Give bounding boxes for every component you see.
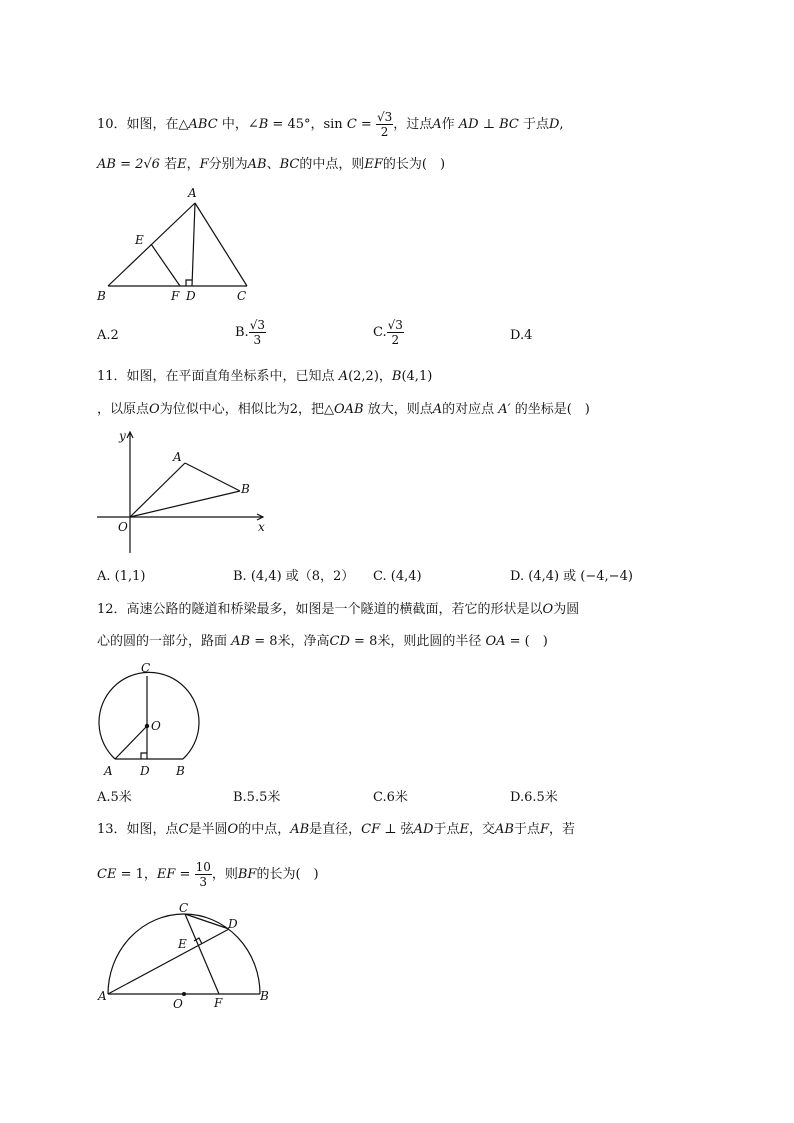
q11-option-c[interactable]: C. (4,4) xyxy=(373,569,422,584)
q12-label-B: B xyxy=(176,764,185,778)
q10-label-B: B xyxy=(97,289,106,303)
q10-label-F: F xyxy=(171,289,180,303)
q12-option-d[interactable]: D.6.5米 xyxy=(510,790,558,805)
q10-option-a[interactable]: A.2 xyxy=(97,328,119,343)
q13-label-C: C xyxy=(179,901,189,915)
q13-stem-line2: CE = 1，EF = $\frac{10}{3}$ ，则BF的长为( ) xyxy=(97,860,319,889)
q11-stem-line2: ，以原点O为位似中心，相似比为2，把△OAB 放大，则点A的对应点 A′ 的坐标是( ) xyxy=(97,402,590,417)
q13-label-E: E xyxy=(178,937,187,951)
q12-option-c[interactable]: C.6米 xyxy=(373,790,408,805)
q10-label-E: E xyxy=(135,233,144,247)
q12-label-O: O xyxy=(151,719,161,733)
q13-label-F: F xyxy=(214,996,223,1010)
q13-label-A: A xyxy=(98,989,107,1003)
q10-label-D: D xyxy=(186,289,196,303)
q11-option-b[interactable]: B. (4,4) 或（8，2） xyxy=(233,569,355,584)
q10-sinC-fraction: $\frac{√3}{2}$ xyxy=(376,110,393,139)
q11-label-y: y xyxy=(119,429,126,443)
q13-label-O: O xyxy=(173,997,183,1011)
q11-label-x: x xyxy=(258,520,265,534)
q12-stem-line1: 12．高速公路的隧道和桥梁最多，如图是一个隧道的横截面，若它的形状是以O为圆 xyxy=(97,602,580,617)
q11-stem-line1: 11．如图，在平面直角坐标系中，已知点 A(2,2)，B(4,1) xyxy=(97,369,433,384)
q10-label-C: C xyxy=(237,289,247,303)
q10-stem-line2: AB = 2√6 若E，F分别为AB、BC的中点，则EF的长为( ) xyxy=(97,157,446,172)
q12-label-A: A xyxy=(104,764,113,778)
q10-option-b[interactable]: B. $\frac{√3}{3}$ xyxy=(235,318,265,347)
q11-label-A: A xyxy=(173,450,182,464)
q11-option-a[interactable]: A. (1,1) xyxy=(97,569,146,584)
q12-stem-line2: 心的圆的一部分，路面 AB = 8米，净高CD = 8米，则此圆的半径 OA = ( ) xyxy=(97,634,548,649)
q11-label-O: O xyxy=(118,520,128,534)
q13-label-D: D xyxy=(228,917,238,931)
q11-option-d[interactable]: D. (4,4) 或 (−4,−4) xyxy=(510,569,633,584)
q12-option-b[interactable]: B.5.5米 xyxy=(233,790,281,805)
q13-ef-fraction: $\frac{10}{3}$ xyxy=(195,860,211,889)
q10-stem-line1: 10．如图，在△ABC 中，∠B = 45°，sin C = $\frac{√3}{2}$ ，过点A作 AD ⊥ BC 于点D, xyxy=(97,110,564,139)
q12-label-C: C xyxy=(141,661,151,675)
q10-option-c[interactable]: C. $\frac{√3}{2}$ xyxy=(373,318,403,347)
q12-label-D: D xyxy=(140,764,150,778)
q13-stem-line1: 13．如图，点C是半圆O的中点，AB是直径，CF ⊥ 弦AD于点E，交AB于点F，若 xyxy=(97,822,575,837)
q10-option-d[interactable]: D.4 xyxy=(510,328,533,343)
q10-label-A: A xyxy=(188,186,197,200)
q11-label-B: B xyxy=(241,482,250,496)
q13-label-B: B xyxy=(260,989,269,1003)
q12-option-a[interactable]: A.5米 xyxy=(97,790,132,805)
